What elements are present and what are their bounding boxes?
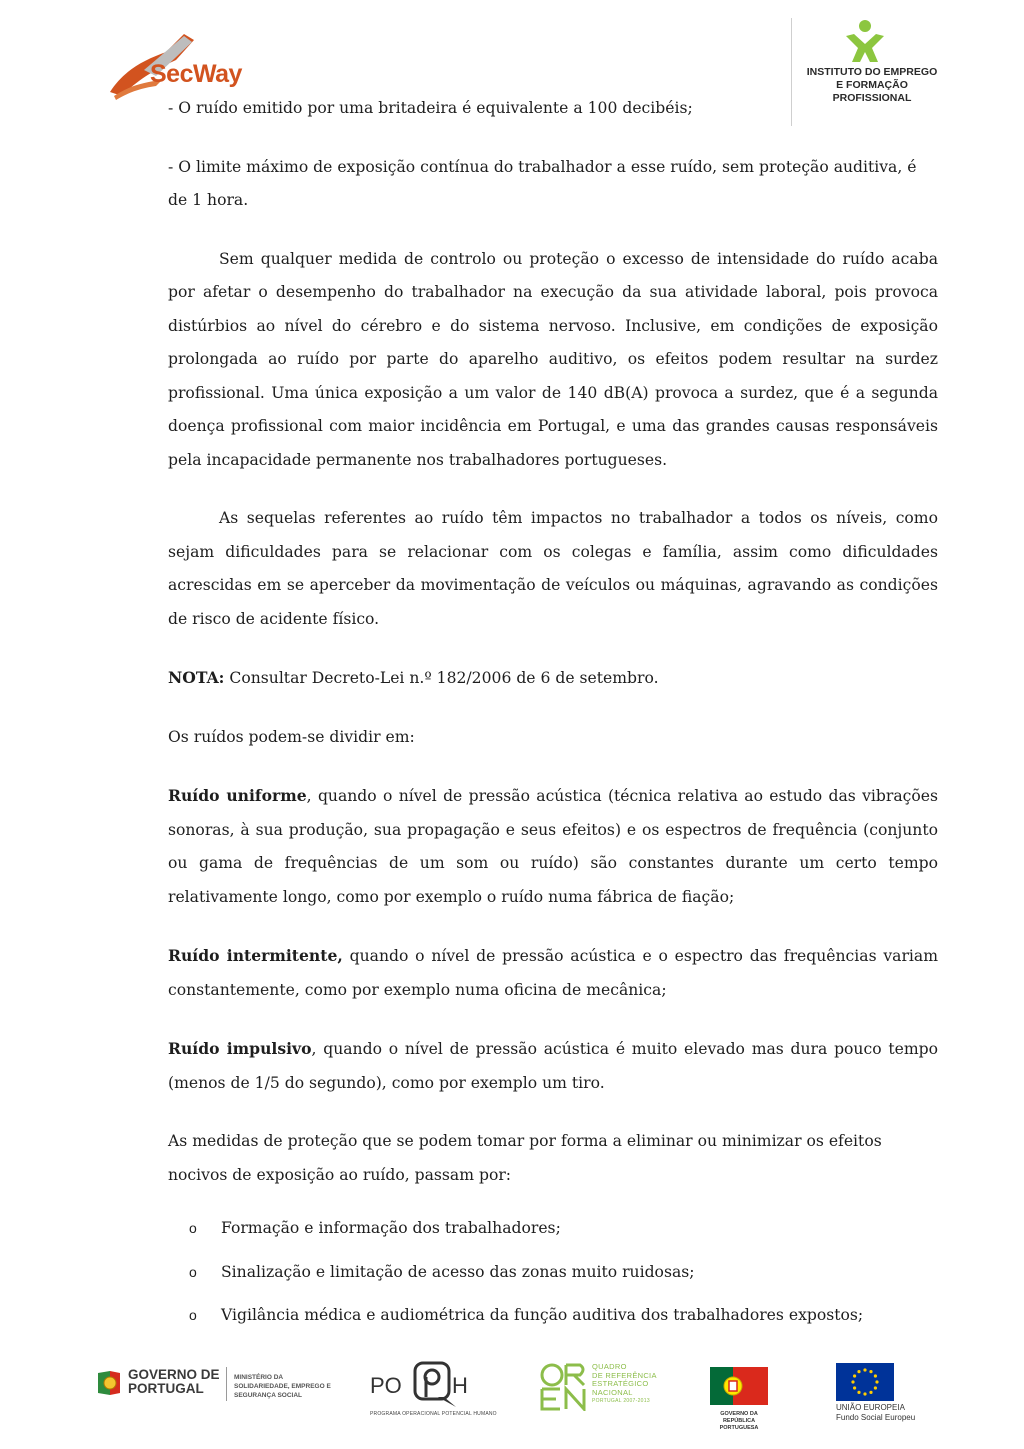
qren-line5: PORTUGAL 2007-2013: [592, 1398, 650, 1404]
nota-label: NOTA:: [168, 668, 225, 687]
list-item: [168, 1256, 938, 1290]
impulsivo-text: , quando o nível de pressão acústica é muito elevado mas dura pouco tempo (menos de 1/5 do segundo), como por exemplo um tiro.: [168, 1040, 939, 1092]
governo-title: [128, 1368, 220, 1396]
bullet-marker: o: [189, 1263, 197, 1280]
paragraph-limite: - O limite máximo de exposição contínua do trabalhador a esse ruído, sem proteção auditiva, é de 1 hora.: [168, 157, 917, 209]
poph-po: PO: [370, 1373, 402, 1398]
paragraph-medidas: As medidas de proteção que se podem tomar por forma a eliminar ou minimizar os efeitos nocivos de exposição ao ruído, passam por:: [168, 1132, 882, 1184]
paragraph-sequelas: As sequelas referentes ao ruído têm impactos no trabalhador a todos os níveis, como sejam dificuldades para se relacionar com os colegas e família, assim como dificuldades acrescidas em se aperceber da movimentação de veículos ou máquinas, agravando as condições de risco de acidente físico.: [168, 509, 938, 628]
gov-separator: [226, 1367, 227, 1401]
qren-logo: [540, 1363, 660, 1413]
portugal-flag-icon: [710, 1367, 768, 1405]
uniforme-text: , quando o nível de pressão acústica (técnica relativa ao estudo das vibrações sonoras, à sua produção, sua propagação e seus efeitos) e os espectros de frequência (conjunto ou gama de frequências de um som ou ruído) são constantes durante um certo tempo relativamente longo, como por exemplo o ruído numa fábrica de fiação;: [168, 787, 938, 906]
intermitente-text: quando o nível de pressão acústica e o espectro das frequências variam constantemente, como por exemplo numa oficina de mecânica;: [168, 947, 938, 999]
bullet-marker: o: [189, 1307, 197, 1323]
portugal-emblem-icon: [96, 1369, 122, 1397]
paragraph-uniforme: [168, 779, 938, 914]
gov-line1: GOVERNO DE: [128, 1367, 220, 1382]
list-item-text: Formação e informação dos trabalhadores;: [221, 1219, 561, 1237]
eu-line2: Fundo Social Europeu: [836, 1413, 916, 1422]
paragraph-dividir: Os ruídos podem-se dividir em:: [168, 727, 415, 746]
eu-flag-icon: [836, 1363, 894, 1401]
eu-line1: UNIÃO EUROPEIA: [836, 1403, 905, 1412]
governo-portugal-logo: [96, 1363, 334, 1405]
paragraph-impulsivo: [168, 1032, 938, 1100]
paragraph-nota: [168, 661, 938, 696]
uniforme-label: Ruído uniforme: [168, 786, 307, 805]
bullet-marker: o: [189, 1220, 197, 1236]
gov-ministry: MINISTÉRIO DA SOLIDARIEDADE, EMPREGO E SEGURANÇA SOCIAL: [234, 1374, 331, 1399]
iefp-line2: E FORMAÇÃO PROFISSIONAL: [832, 79, 912, 104]
qren-line2: DE REFERÊNCIA: [592, 1370, 657, 1380]
gov-line2: PORTUGAL: [128, 1381, 204, 1396]
nota-text: Consultar Decreto-Lei n.º 182/2006 de 6 de setembro.: [224, 669, 659, 687]
paragraph-britadeira: - O ruído emitido por uma britadeira é equivalente a 100 decibéis;: [168, 99, 693, 117]
paragraph-intermitente: [168, 939, 938, 1007]
list-item-text: Sinalização e limitação de acesso das zonas muito ruidosas;: [221, 1262, 695, 1281]
secway-wordmark: SecWay: [150, 60, 242, 88]
document-body: [168, 92, 938, 1343]
impulsivo-label: Ruído impulsivo: [168, 1039, 312, 1058]
uniao-europeia-logo: [836, 1363, 932, 1423]
paragraph-controlo: Sem qualquer medida de controlo ou proteção o excesso de intensidade do ruído acaba por afetar o desempenho do trabalhador na execução da sua atividade laboral, pois provoca distúrbios ao nível do cérebro e do sistema nervoso. Inclusive, em condições de exposição prolongada ao ruído por parte do aparelho auditivo, os efeitos podem resultar na surdez profissional. Uma única exposição a um valor de 140 dB(A) provoca a surdez, que é a segunda doença profissional com maior incidência em Portugal, e uma das grandes causas responsáveis pela incapacidade permanente nos trabalhadores portugueses.: [168, 249, 938, 469]
footer-logos: [0, 1355, 1024, 1435]
list-item-text: Vigilância médica e audiométrica da função auditiva dos trabalhadores expostos;: [221, 1306, 864, 1324]
iefp-logo-icon: [838, 18, 892, 66]
qren-line4: NACIONAL: [592, 1387, 633, 1397]
republica-text: GOVERNO DA REPÚBLICA PORTUGUESA: [719, 1411, 759, 1431]
eu-text: [836, 1403, 932, 1423]
qren-line3: ESTRATÉGICO: [592, 1379, 649, 1388]
poph-logo: [370, 1361, 497, 1419]
intermitente-label: Ruído intermitente,: [168, 946, 343, 965]
poph-h: H: [452, 1373, 468, 1398]
list-item: [168, 1212, 938, 1246]
republica-logo: [706, 1367, 772, 1437]
qren-mark-icon: [540, 1363, 588, 1411]
qren-line1: QUADRO: [592, 1362, 627, 1371]
qren-text: [592, 1363, 657, 1406]
protection-list: [168, 1212, 938, 1333]
list-item: [168, 1299, 938, 1333]
iefp-line1: INSTITUTO DO EMPREGO: [806, 66, 938, 78]
poph-subtitle: PROGRAMA OPERACIONAL POTENCIAL HUMANO: [370, 1411, 497, 1417]
